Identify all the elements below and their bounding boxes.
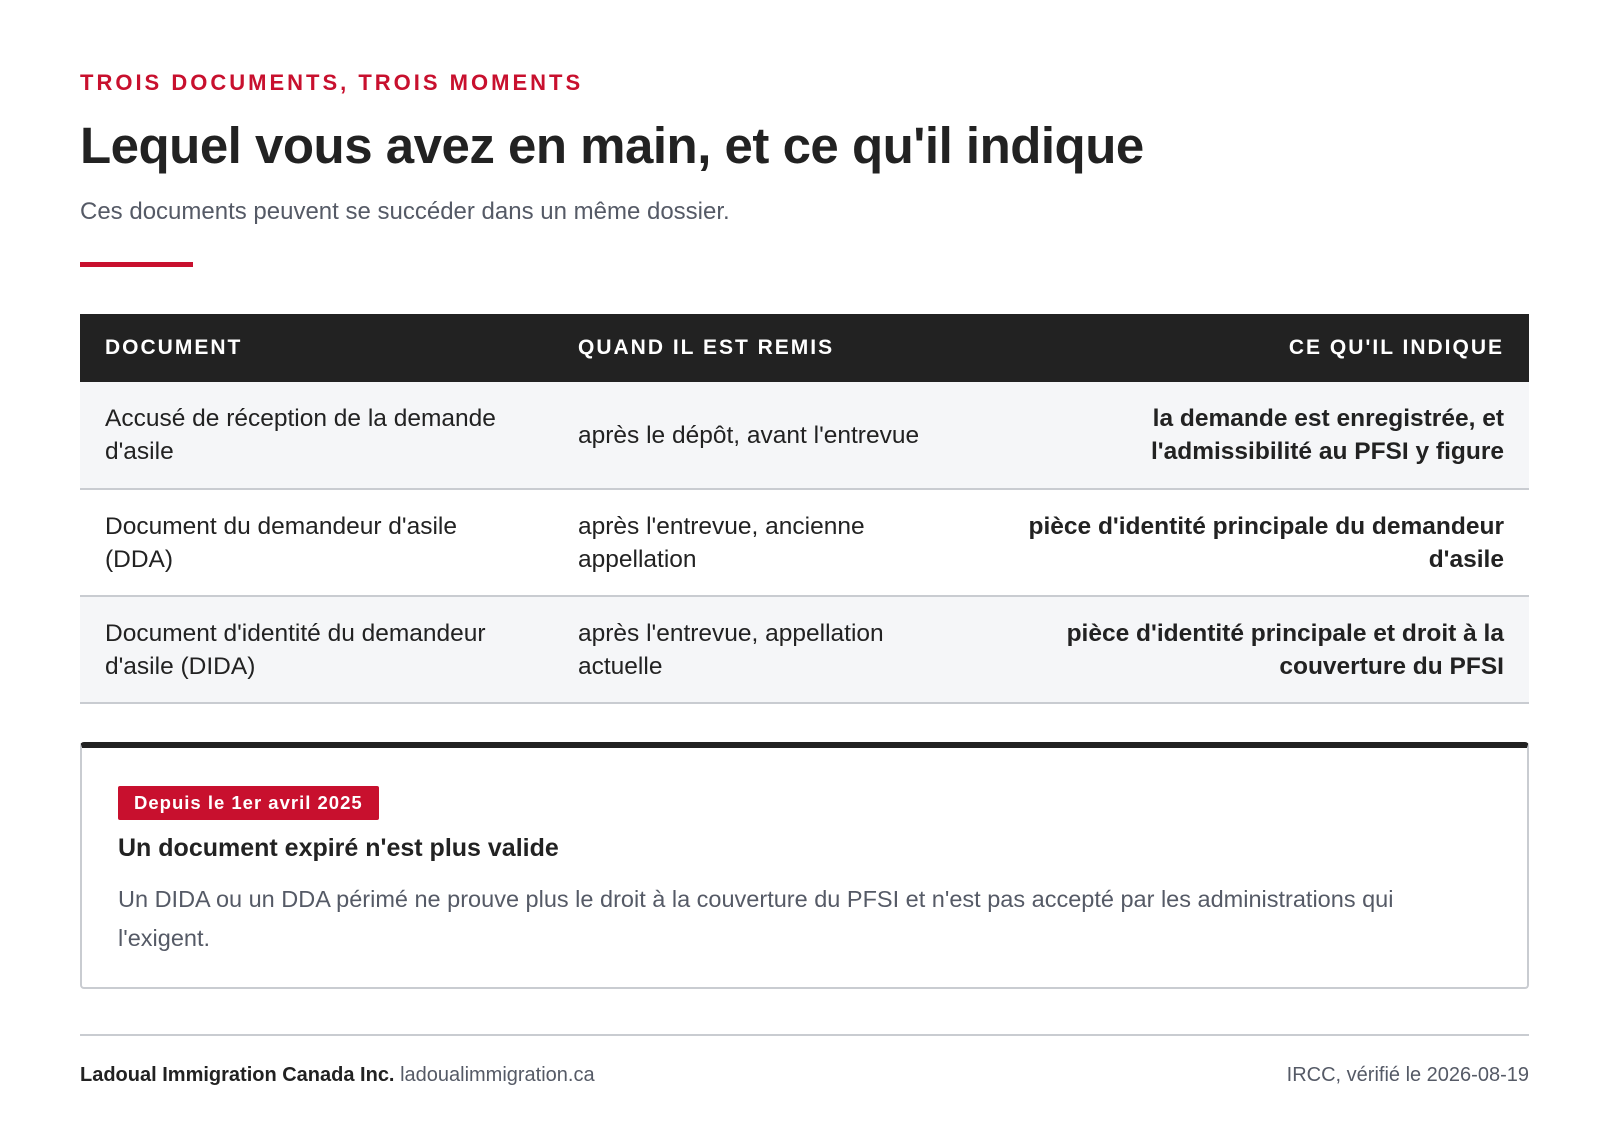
page-title: Lequel vous avez en main, et ce qu'il indique — [80, 117, 1144, 174]
accent-divider — [80, 262, 193, 267]
company-name: Ladoual Immigration Canada Inc. — [80, 1064, 395, 1086]
footer-source: IRCC, vérifié le 2026-08-19 — [1286, 1064, 1529, 1086]
company-website: ladoualimmigration.ca — [400, 1064, 595, 1086]
column-header-when: QUAND IL EST REMIS — [578, 336, 835, 359]
footer-divider — [80, 1034, 1529, 1036]
page-subtitle: Ces documents peuvent se succéder dans un même dossier. — [80, 198, 730, 225]
notice-card — [80, 742, 1529, 989]
cell-indicates: la demande est enregistrée, et l'admissibilité au PFSI y figure — [1150, 405, 1504, 465]
cell-when: après l'entrevue, appellation actuelle — [578, 619, 884, 680]
column-header-indicates: CE QU'IL INDIQUE — [1288, 336, 1504, 359]
cell-document: Document d'identité du demandeur d'asile (DIDA) — [105, 619, 486, 680]
eyebrow-label: TROIS DOCUMENTS, TROIS MOMENTS — [80, 70, 584, 95]
cell-indicates: pièce d'identité principale du demandeur d'asile — [1028, 512, 1504, 573]
cell-document: Accusé de réception de la demande d'asile — [105, 405, 496, 465]
cell-when: après l'entrevue, ancienne appellation — [578, 512, 865, 573]
table-row — [80, 489, 1529, 596]
documents-table — [80, 314, 1529, 704]
table-row — [80, 382, 1529, 489]
notice-heading: Un document expiré n'est plus valide — [118, 834, 559, 862]
footer-credit — [80, 1064, 595, 1087]
date-badge: Depuis le 1er avril 2025 — [118, 786, 379, 820]
column-header-document: DOCUMENT — [105, 336, 243, 359]
cell-when: après le dépôt, avant l'entrevue — [578, 421, 920, 449]
cell-indicates: pièce d'identité principale et droit à la couverture du PFSI — [1066, 619, 1504, 680]
table-header-row — [80, 314, 1529, 382]
notice-body: Un DIDA ou un DDA périmé ne prouve plus le droit à la couverture du PFSI et n'est pas accepté par les administrations qui l'exigent. — [118, 886, 1394, 951]
table-row — [80, 596, 1529, 703]
cell-document: Document du demandeur d'asile (DDA) — [105, 512, 457, 573]
